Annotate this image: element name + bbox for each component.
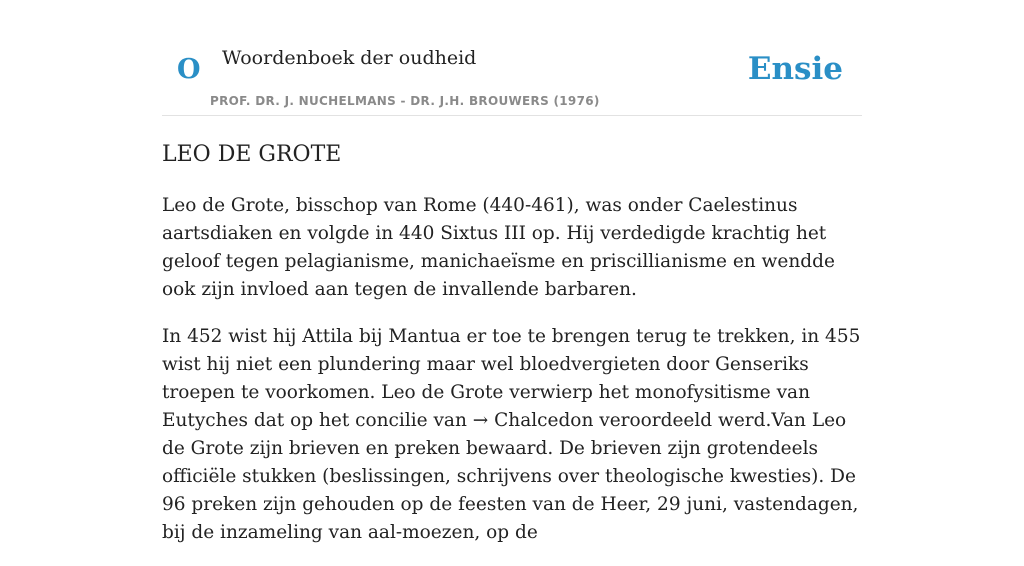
paragraph-1: Leo de Grote, bisschop van Rome (440-461), was onder Caelestinus aartsdiaken en volgde in 440 Sixtus III op. Hij verdedigde krachtig het geloof tegen pelagianisme, manichaeïsme en priscillianisme en wendde ook zijn invloed aan tegen de invallende barbaren.	[162, 195, 835, 300]
source-title[interactable]: Woordenboek der oudheid	[222, 47, 477, 69]
paragraph-2: In 452 wist hij Attila bij Mantua er toe te brengen terug te trekken, in 455 wist hij niet een plundering maar wel bloedvergieten door Genseriks troepen te voorkomen. Leo de Grote verwierp het monofysitisme van Eutyches dat op het concilie van → Chalcedon veroordeeld werd.Van Leo de Grote zijn brieven en preken bewaard. De brieven zijn grotendeels officiële stukken (beslissingen, schrijvens over theologische kwesties). De 96 preken zijn gehouden op de feesten van de Heer, 29 juni, vastendagen, bij de inzameling van aal-moezen, op de	[162, 326, 861, 543]
entry-title: LEO DE GROTE	[162, 142, 342, 167]
letter-index: O	[177, 54, 201, 85]
header-divider	[162, 115, 862, 116]
source-authors: PROF. DR. J. NUCHELMANS - DR. J.H. BROUWERS (1976)	[210, 94, 600, 108]
ensie-logo[interactable]: Ensie	[747, 51, 843, 87]
entry-body	[162, 192, 862, 566]
